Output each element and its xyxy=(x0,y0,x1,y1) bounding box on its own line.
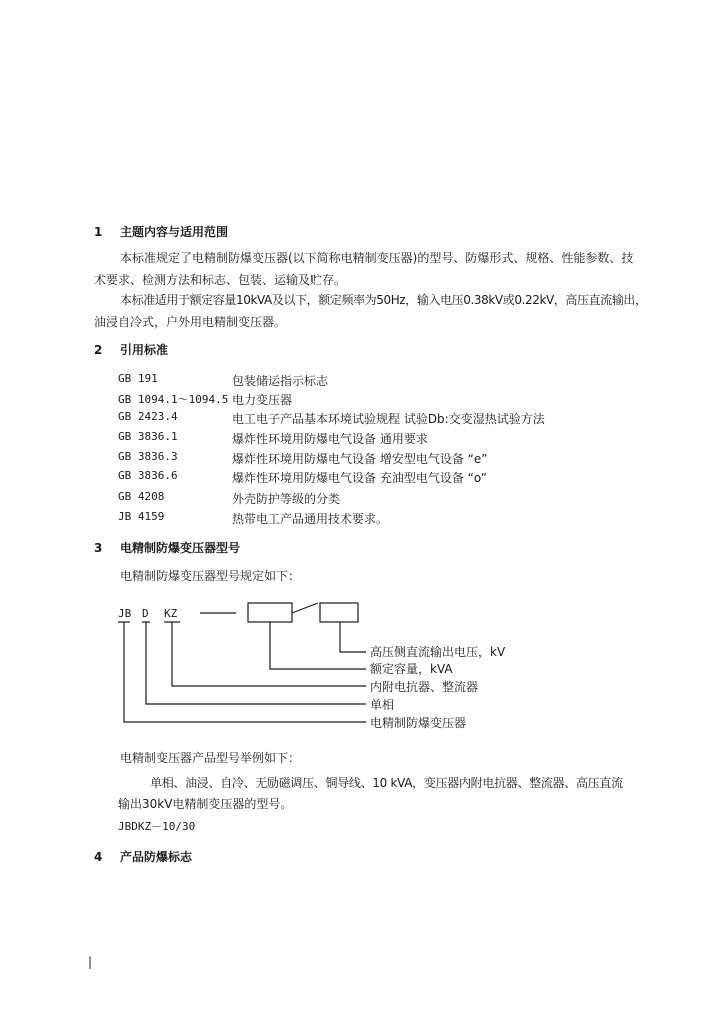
section-1-para2-line1: 本标准适用于额定容量10kVA及以下，额定频率为50Hz，输入电压0.38kV或0.22kV，高压直流输出， xyxy=(120,293,647,307)
section-1-para2-line2: 油浸自冷式，户外用电精制变压器。 xyxy=(94,315,287,329)
model-intro: 电精制防爆变压器型号规定如下： xyxy=(120,569,301,583)
ref-title: 热带电工产品通用技术要求。 xyxy=(232,512,389,526)
ref-code: GB 3836.6 xyxy=(118,469,178,482)
ref-code: GB 4208 xyxy=(118,490,165,503)
label-hv-dc-voltage: 高压侧直流输出电压，kV xyxy=(370,645,506,659)
section-1-number: 1 xyxy=(94,225,103,239)
code-part-jb: JB xyxy=(118,607,132,620)
ref-title: 电工电子产品基本环境试验规程 试验Db:交变湿热试验方法 xyxy=(232,412,545,426)
label-single-phase: 单相 xyxy=(370,698,395,712)
ref-code: JB 4159 xyxy=(118,510,165,523)
section-1-para1-line2: 术要求、检测方法和标志、包装、运输及贮存。 xyxy=(94,273,347,287)
section-3-title: 电精制防爆变压器型号 xyxy=(120,541,241,555)
label-reactor-rectifier: 内附电抗器、整流器 xyxy=(370,680,479,694)
ref-title: 电力变压器 xyxy=(232,393,293,407)
ref-title: 包装储运指示标志 xyxy=(232,374,329,388)
section-4-number: 4 xyxy=(94,850,103,864)
ref-title: 爆炸性环境用防爆电气设备 通用要求 xyxy=(232,432,428,446)
ref-code: GB 3836.1 xyxy=(118,430,178,443)
section-4-title: 产品防爆标志 xyxy=(120,850,193,864)
section-3-number: 3 xyxy=(94,541,103,555)
ref-code: GB 1094.1～1094.5 xyxy=(118,393,229,406)
ref-title: 爆炸性环境用防爆电气设备 充油型电气设备 “o” xyxy=(232,471,487,485)
code-part-d: D xyxy=(142,607,149,620)
ref-title: 爆炸性环境用防爆电气设备 增安型电气设备 “e” xyxy=(232,452,488,466)
ref-code: GB 2423.4 xyxy=(118,410,178,423)
example-code: JBDKZ－10/30 xyxy=(118,820,196,833)
section-1-title: 主题内容与适用范围 xyxy=(120,225,229,239)
label-rated-capacity: 额定容量，kVA xyxy=(370,662,453,676)
page-edge-mark: | xyxy=(88,955,93,969)
section-2-title: 引用标准 xyxy=(120,343,169,357)
code-part-kz: KZ xyxy=(164,607,178,620)
ref-code: GB 191 xyxy=(118,372,158,385)
example-intro: 电精制变压器产品型号举例如下： xyxy=(120,751,301,765)
label-transformer: 电精制防爆变压器 xyxy=(370,716,467,730)
ref-title: 外壳防护等级的分类 xyxy=(232,492,341,506)
example-line1: 单相、油浸、自冷、无励磁调压、铜导线、10 kVA，变压器内附电抗器、整流器、高压直流 xyxy=(150,776,623,790)
section-1-para1-line1: 本标准规定了电精制防爆变压器(以下简称电精制变压器)的型号、防爆形式、规格、性能参数、技 xyxy=(120,251,634,265)
section-2-number: 2 xyxy=(94,343,103,357)
ref-code: GB 3836.3 xyxy=(118,450,178,463)
example-line2: 输出30kV电精制变压器的型号。 xyxy=(118,797,293,811)
